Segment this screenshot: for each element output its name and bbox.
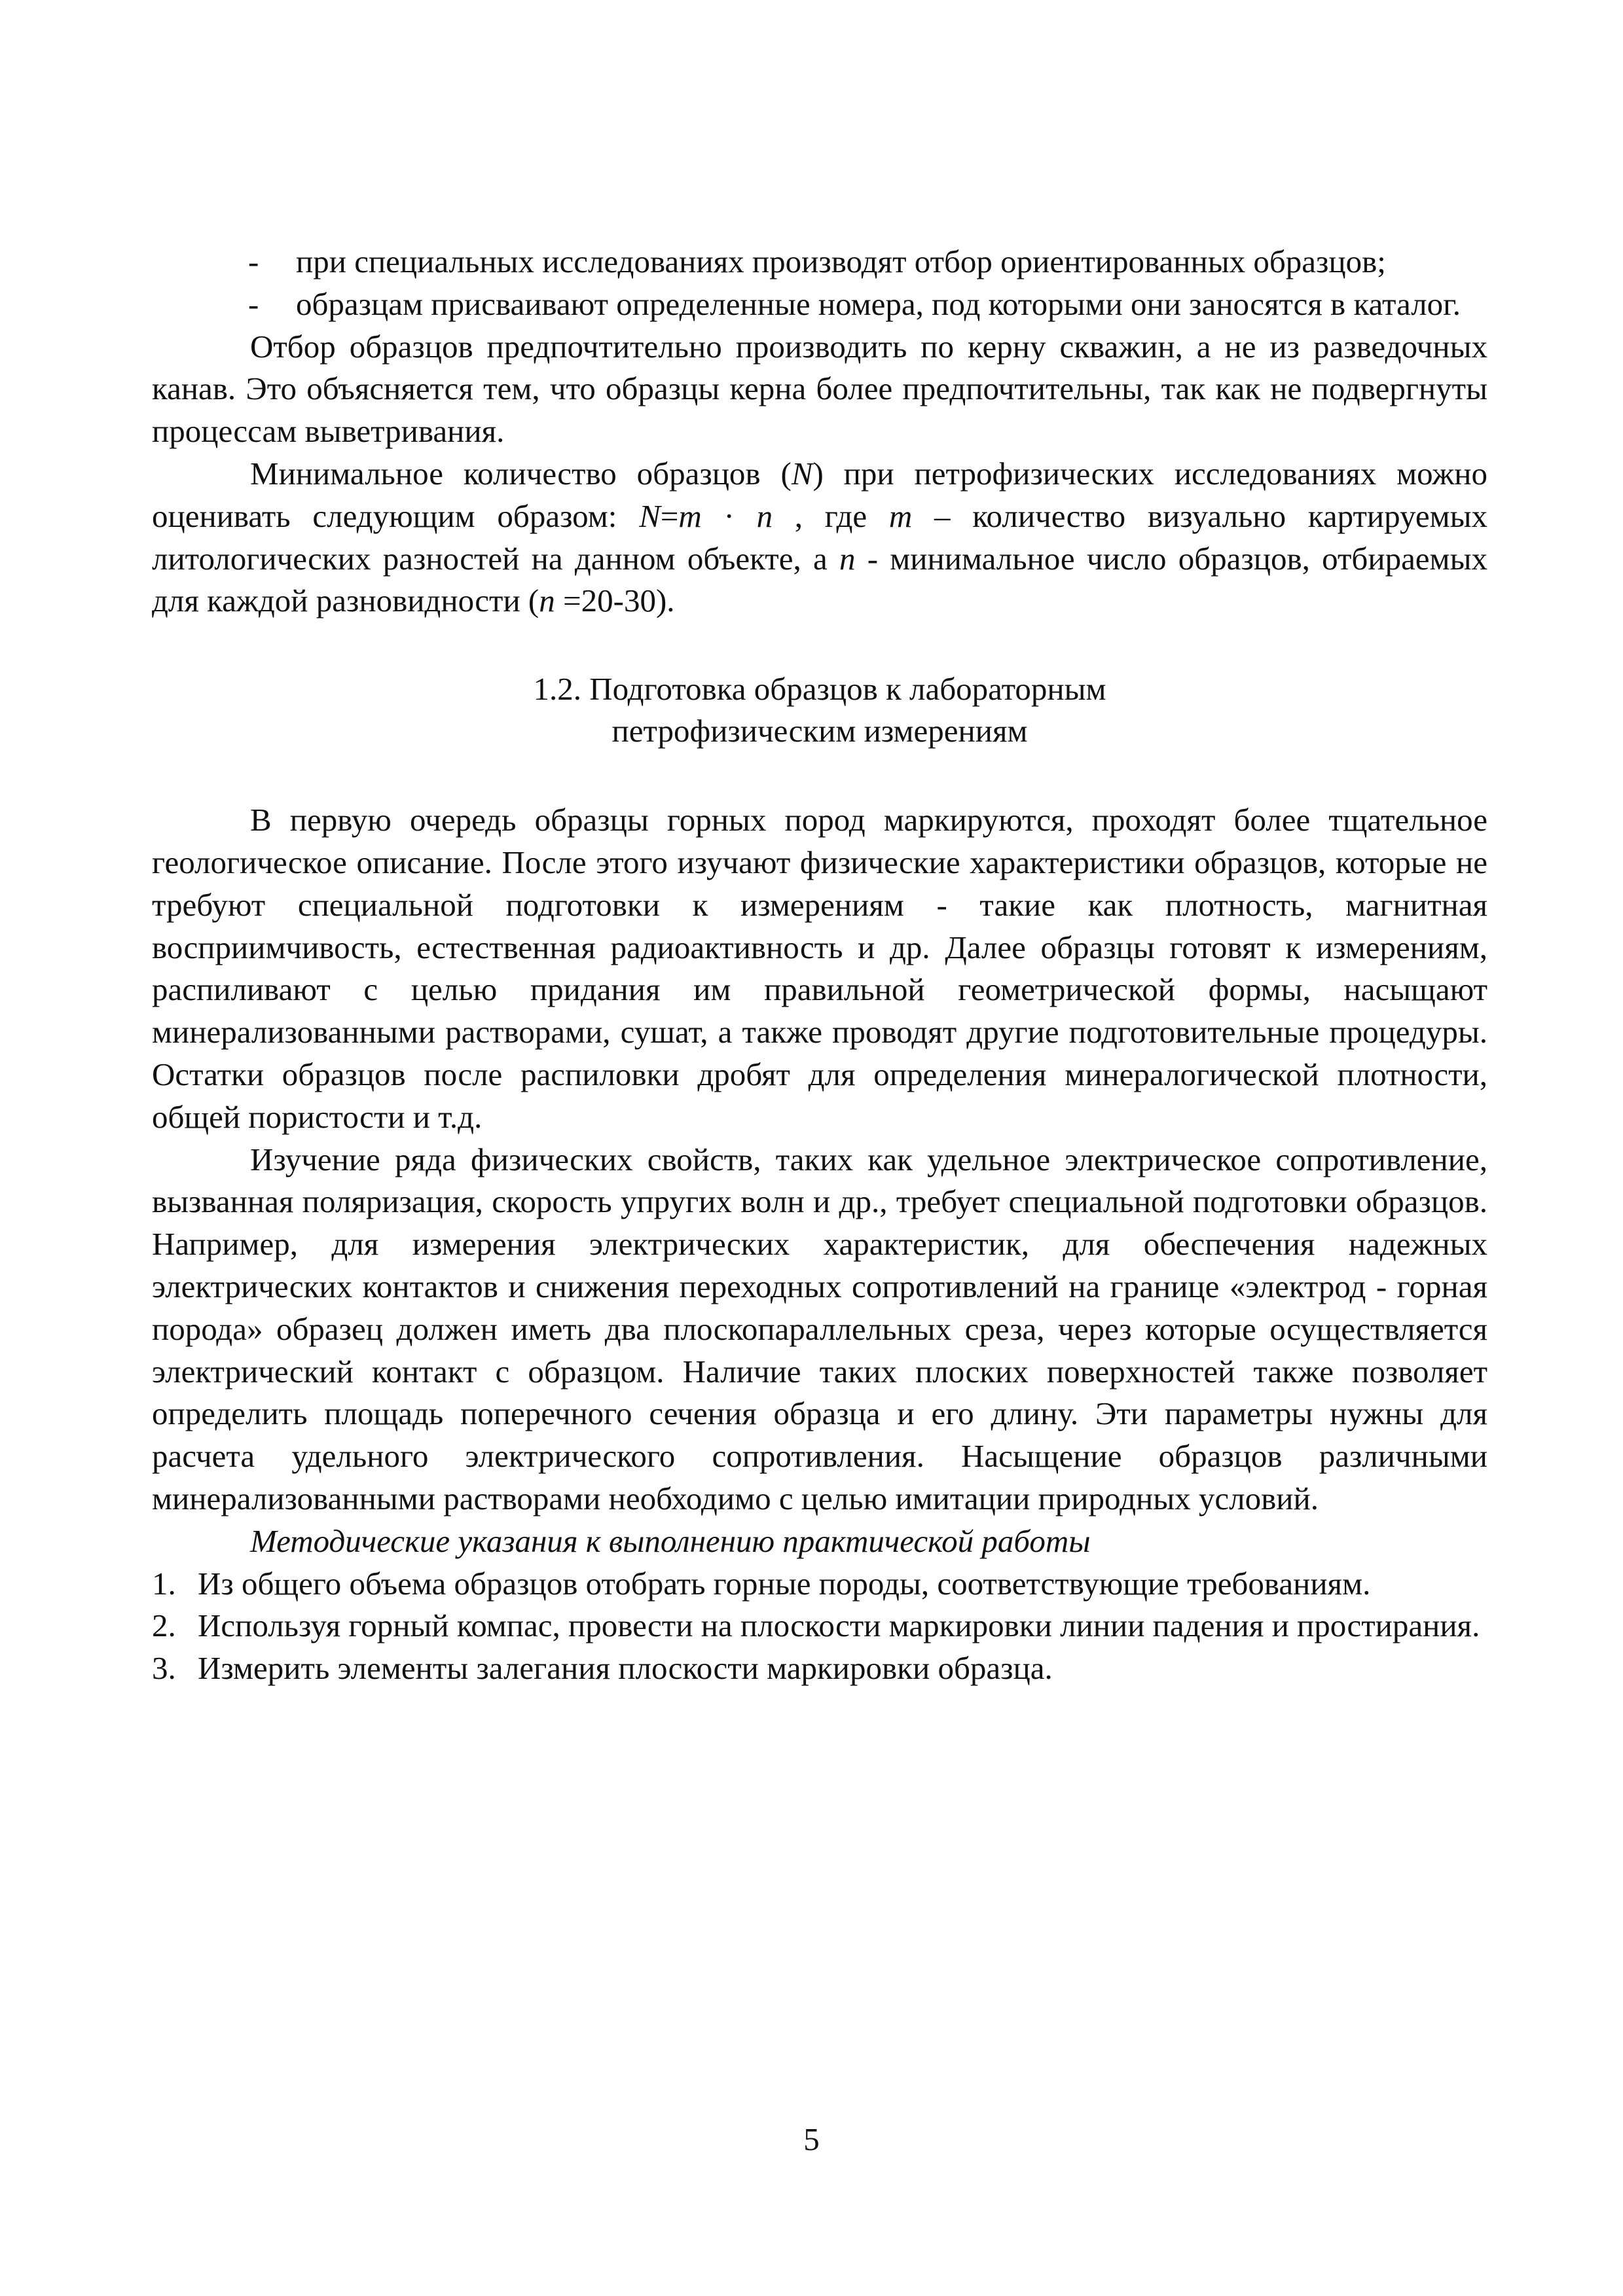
bullet-list: [152, 241, 1487, 326]
list-item-text: Используя горный компас, провести на плоскости маркировки линии падения и простирания.: [198, 1607, 1480, 1644]
text-fragment: ) при петрофизических исследованиях можно оценивать следующим образом:: [152, 455, 1487, 534]
bullet-marker: -: [248, 285, 259, 322]
list-item: [152, 1647, 1487, 1690]
list-number: 3.: [152, 1650, 176, 1687]
bullet-item: [152, 283, 1487, 326]
list-item: [152, 1605, 1487, 1647]
list-item-text: Из общего объема образцов отобрать горные породы, соответствующие требованиям.: [198, 1565, 1371, 1602]
section-heading-line: петрофизическим измерениям: [611, 713, 1028, 749]
text-fragment: – количество визуально картируемых литологических разностей на данном объекте, а: [152, 497, 1488, 577]
bullet-text: образцам присваивают определенные номера, под которыми они заносятся в каталог.: [296, 285, 1461, 322]
page-number: 5: [803, 2121, 820, 2157]
formula-m: m: [678, 497, 702, 534]
page-content: [152, 241, 1487, 1690]
section-heading: [152, 668, 1487, 752]
paragraph-special-preparation: Изучение ряда физических свойств, таких как удельное электрическое сопротивление, вызванная поляризация, скорость упругих волн и др., требует специальной подготовки образцов. Например, для измерения электрических характеристик, для обеспечения надежных электрических контактов и снижения переходных сопротивлений на границе «электрод - горная порода» образец должен иметь два плоскопараллельных среза, через которые осуществляется электрический контакт с образцом. Наличие таких плоских поверхностей также позволяет определить площадь поперечного сечения образца и его длину. Эти параметры нужны для расчета удельного электрического сопротивления. Насыщение образцов различными минерализованными растворами необходимо с целью имитации природных условий.: [152, 1141, 1487, 1516]
formula-N: N: [639, 497, 661, 534]
section-heading-line: 1.2. Подготовка образцов к лабораторным: [533, 671, 1106, 708]
paragraph-preparation: В первую очередь образцы горных пород маркируются, проходят более тщательное геологическое описание. После этого изучают физические характеристики образцов, которые не требуют специальной подготовки к измерениям - такие как плотность, магнитная восприимчивость, естественная радиоактивность и др. Далее образцы готовят к измерениям, распиливают с целью придания им правильной геометрической формы, насыщают минерализованными растворами, сушат, а также проводят другие подготовительные процедуры. Остатки образцов после распиловки дробят для определения минералогической плотности, общей пористости и т.д.: [152, 802, 1487, 1135]
text-fragment: Минимальное количество образцов (: [250, 455, 792, 492]
paragraph-sample-count: [152, 453, 1487, 622]
bullet-text: при специальных исследованиях производят отбор ориентированных образцов;: [296, 243, 1386, 279]
list-number: 2.: [152, 1607, 176, 1644]
numbered-list: [152, 1563, 1487, 1690]
text-fragment: , где: [773, 497, 889, 534]
paragraph-sampling: Отбор образцов предпочтительно производить по керну скважин, а не из разведочных канав. Это объясняется тем, что образцы керна более предпочтительны, так как не подвергнуты процессам выветривания.: [152, 328, 1487, 450]
variable-n: n: [839, 540, 856, 577]
bullet-item: [152, 241, 1487, 283]
list-item: [152, 1563, 1487, 1605]
formula-dot: ·: [701, 497, 757, 534]
formula-equals: =: [660, 497, 679, 534]
variable-n: n: [539, 583, 555, 619]
variable-m: m: [888, 497, 913, 534]
text-fragment: =20-30).: [555, 583, 675, 619]
variable-N: N: [791, 455, 813, 492]
bullet-marker: -: [248, 243, 259, 279]
instructions-heading: Методические указания к выполнению практической работы: [250, 1522, 1091, 1559]
formula-n: n: [756, 497, 773, 534]
list-item-text: Измерить элементы залегания плоскости маркировки образца.: [198, 1650, 1053, 1687]
text-fragment: - минимальное число образцов, отбираемых для каждой разновидности (: [152, 540, 1487, 619]
list-number: 1.: [152, 1565, 176, 1602]
